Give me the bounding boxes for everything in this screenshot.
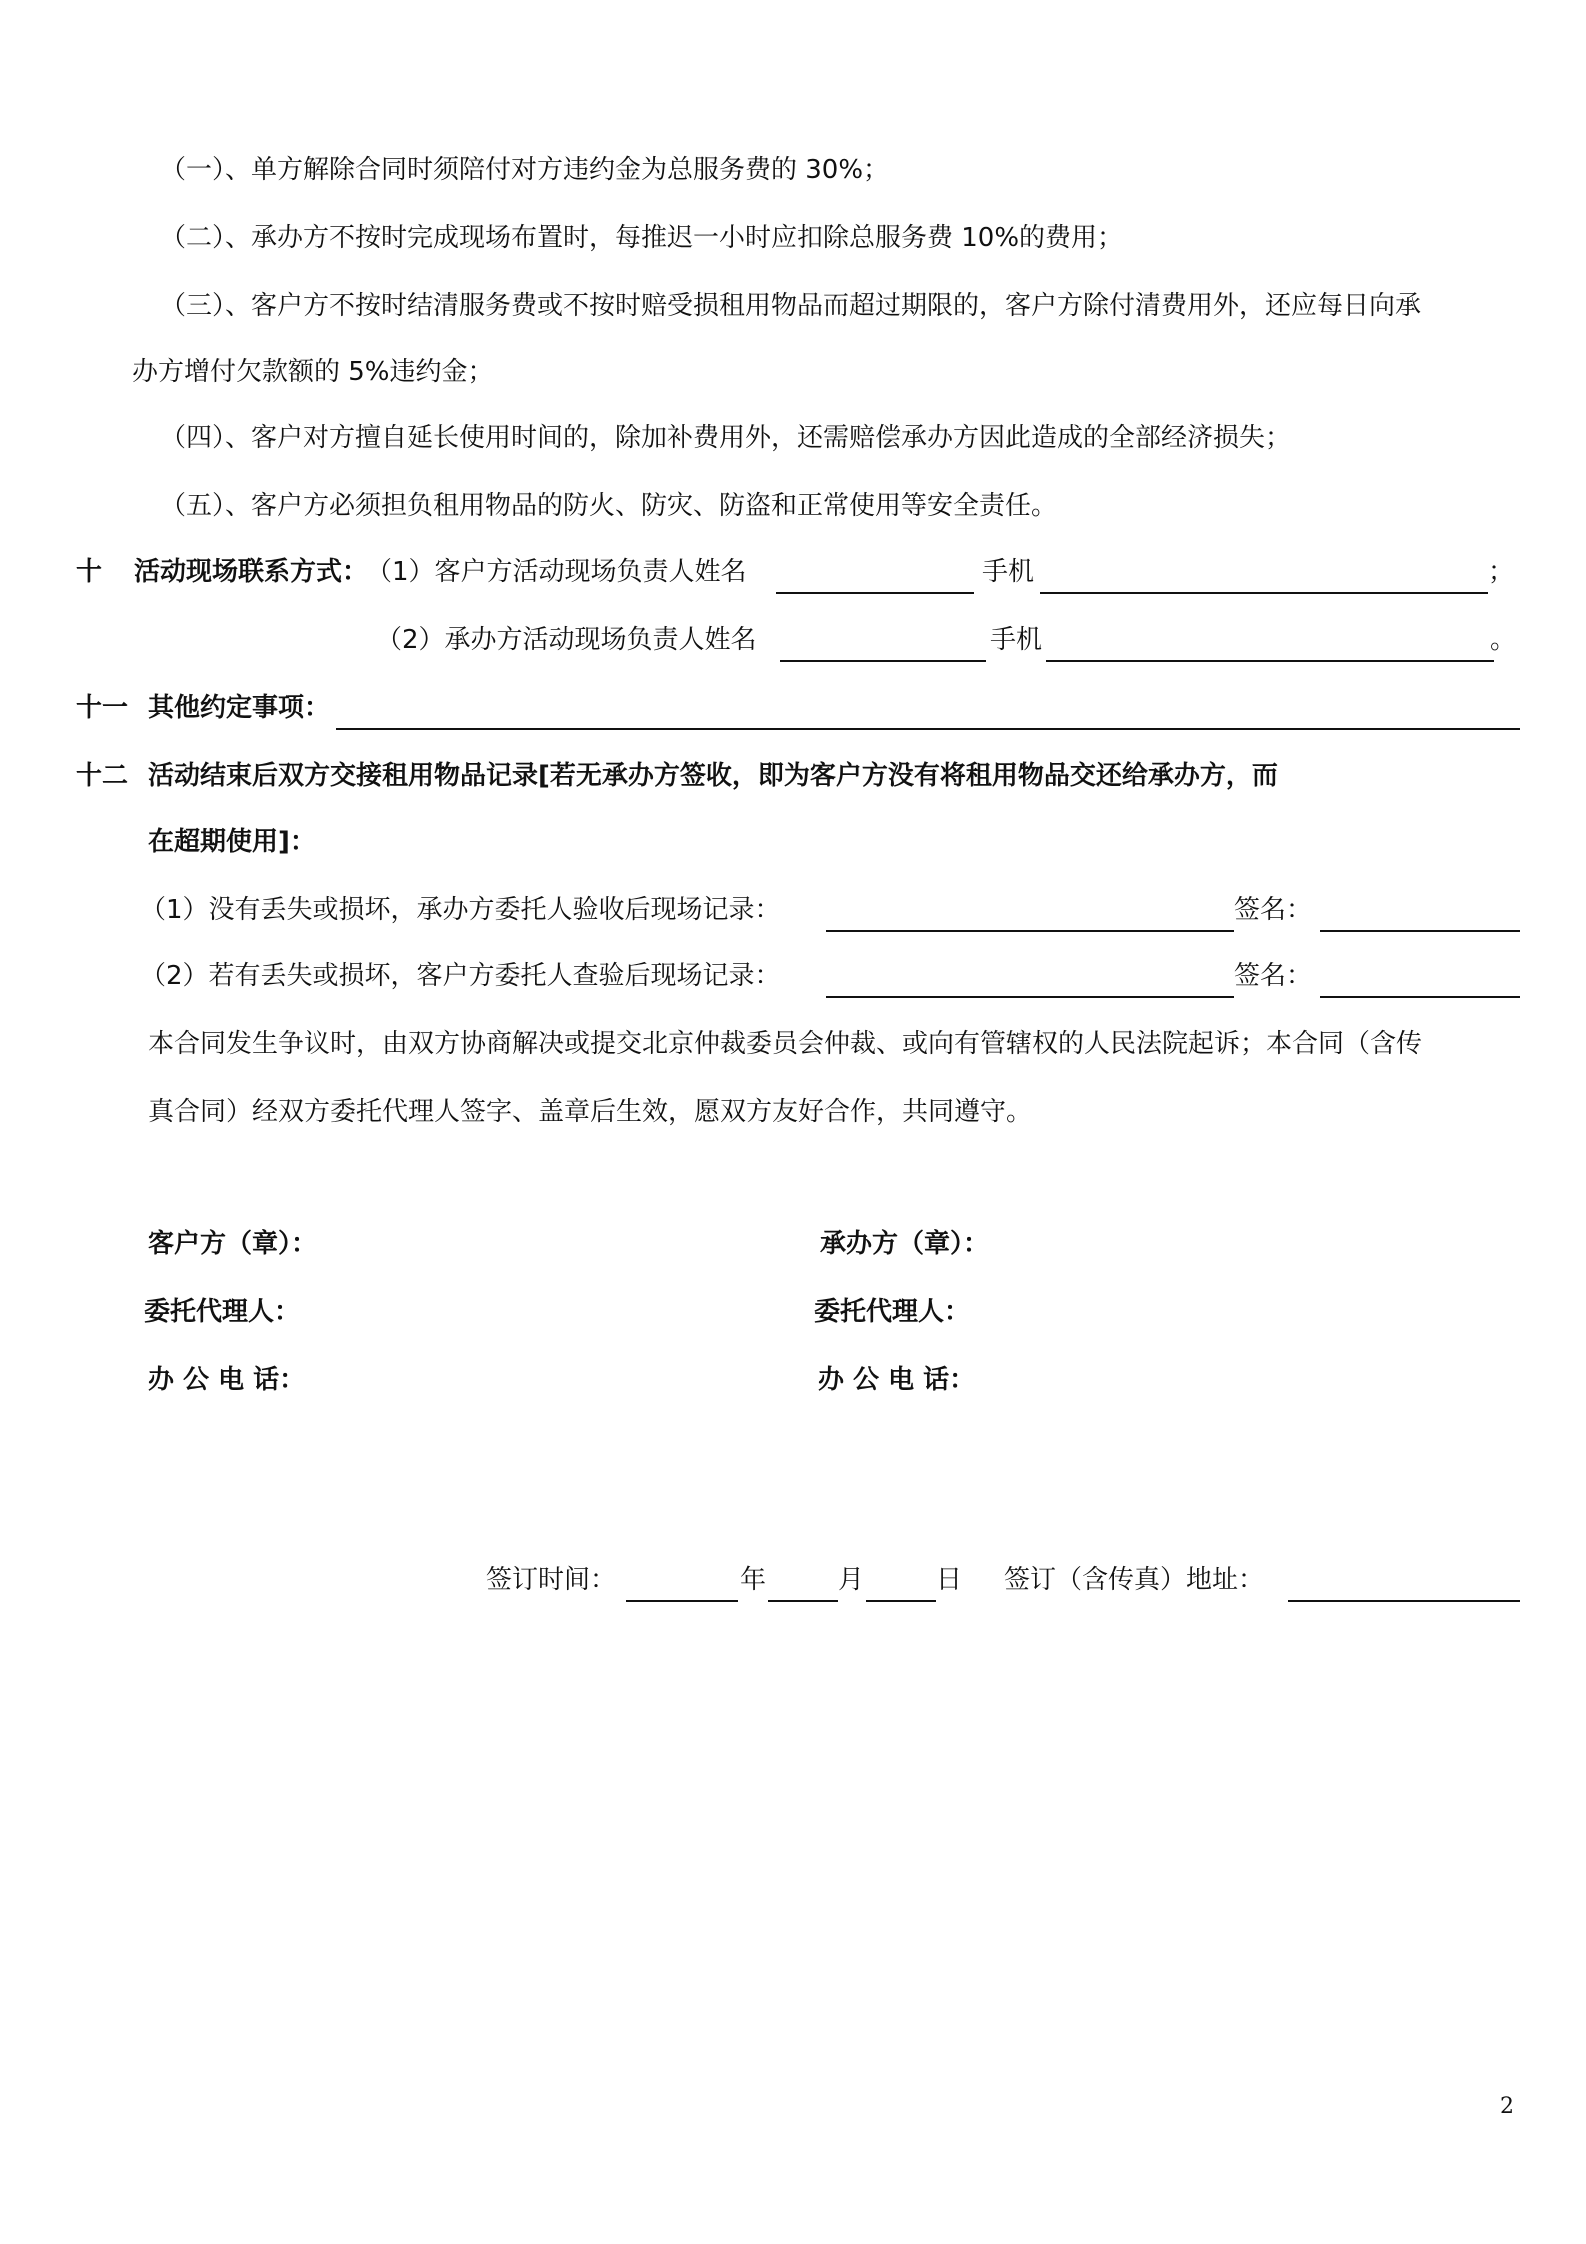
clause-2: （二）、承办方不按时完成现场布置时，每推迟一小时应扣除总服务费 10%的费用； <box>160 223 1124 253</box>
client-agent-label: 委托代理人： <box>144 1297 301 1327</box>
sign-label-2: 签名： <box>1234 961 1313 991</box>
year-label: 年 <box>740 1565 767 1595</box>
contractor-contact-name-field[interactable] <box>780 660 986 662</box>
day-label: 日 <box>936 1565 963 1595</box>
clause-4: （四）、客户对方擅自延长使用时间的，除加补费用外，还需赔偿承办方因此造成的全部经济损失； <box>160 423 1292 453</box>
client-phone-office-label: 办 公 电 话： <box>148 1365 306 1395</box>
contractor-phone-label: 手机 <box>990 625 1043 655</box>
dispute-line-1: 本合同发生争议时，由双方协商解决或提交北京仲裁委员会仲裁、或向有管辖权的人民法院起诉；本合同（含传 <box>148 1029 1423 1059</box>
clause-3-line-1: （三）、客户方不按时结清服务费或不按时赔受损租用物品而超过期限的，客户方除付清费用外，还应每日向承 <box>160 291 1422 321</box>
month-label: 月 <box>838 1565 865 1595</box>
record-no-loss-label: （1）没有丢失或损坏，承办方委托人验收后现场记录： <box>140 895 781 925</box>
signing-year-field[interactable] <box>626 1600 738 1602</box>
punct-semicolon: ； <box>1488 557 1515 587</box>
section-10-number: 十 <box>76 557 103 587</box>
signing-address-label: 签订（含传真）地址： <box>1004 1565 1265 1595</box>
section-12-title-line-2: 在超期使用]： <box>148 827 316 857</box>
punct-period: 。 <box>1490 625 1517 655</box>
clause-5: （五）、客户方必须担负租用物品的防火、防灾、防盗和正常使用等安全责任。 <box>160 491 1058 521</box>
section-12-title-line-1: 活动结束后双方交接租用物品记录[若无承办方签收，即为客户方没有将租用物品交还给承办方，而 <box>148 761 1278 791</box>
section-11-title: 其他约定事项： <box>148 693 331 723</box>
client-contact-name-field[interactable] <box>776 592 974 594</box>
section-11-number: 十一 <box>76 693 129 723</box>
signing-day-field[interactable] <box>866 1600 936 1602</box>
page-number: 2 <box>1500 2094 1514 2119</box>
record-loss-field[interactable] <box>826 996 1234 998</box>
signing-month-field[interactable] <box>768 1600 838 1602</box>
section-12-number: 十二 <box>76 761 129 791</box>
section-10-title: 活动现场联系方式： <box>134 557 369 587</box>
record-loss-label: （2）若有丢失或损坏，客户方委托人查验后现场记录： <box>140 961 781 991</box>
client-phone-field[interactable] <box>1040 592 1488 594</box>
contractor-phone-office-label: 办 公 电 话： <box>818 1365 976 1395</box>
signing-time-label: 签订时间： <box>486 1565 617 1595</box>
contractor-agent-label: 委托代理人： <box>814 1297 971 1327</box>
record-no-loss-field[interactable] <box>826 930 1234 932</box>
client-phone-label: 手机 <box>982 557 1035 587</box>
signature-field-1[interactable] <box>1320 930 1520 932</box>
sign-label-1: 签名： <box>1234 895 1313 925</box>
signing-address-field[interactable] <box>1288 1600 1520 1602</box>
clause-1: （一）、单方解除合同时须陪付对方违约金为总服务费的 30%； <box>160 155 890 185</box>
contact-client-label: （1）客户方活动现场负责人姓名 <box>366 557 747 587</box>
other-matters-field[interactable] <box>336 728 1520 730</box>
dispute-line-2: 真合同）经双方委托代理人签字、盖章后生效，愿双方友好合作，共同遵守。 <box>148 1097 1033 1127</box>
clause-3-line-2: 办方增付欠款额的 5%违约金； <box>132 357 494 387</box>
signature-field-2[interactable] <box>1320 996 1520 998</box>
contractor-seal-label: 承办方（章）： <box>820 1229 990 1259</box>
contractor-phone-field[interactable] <box>1046 660 1494 662</box>
client-seal-label: 客户方（章）： <box>148 1229 318 1259</box>
contact-contractor-label: （2）承办方活动现场负责人姓名 <box>376 625 757 655</box>
